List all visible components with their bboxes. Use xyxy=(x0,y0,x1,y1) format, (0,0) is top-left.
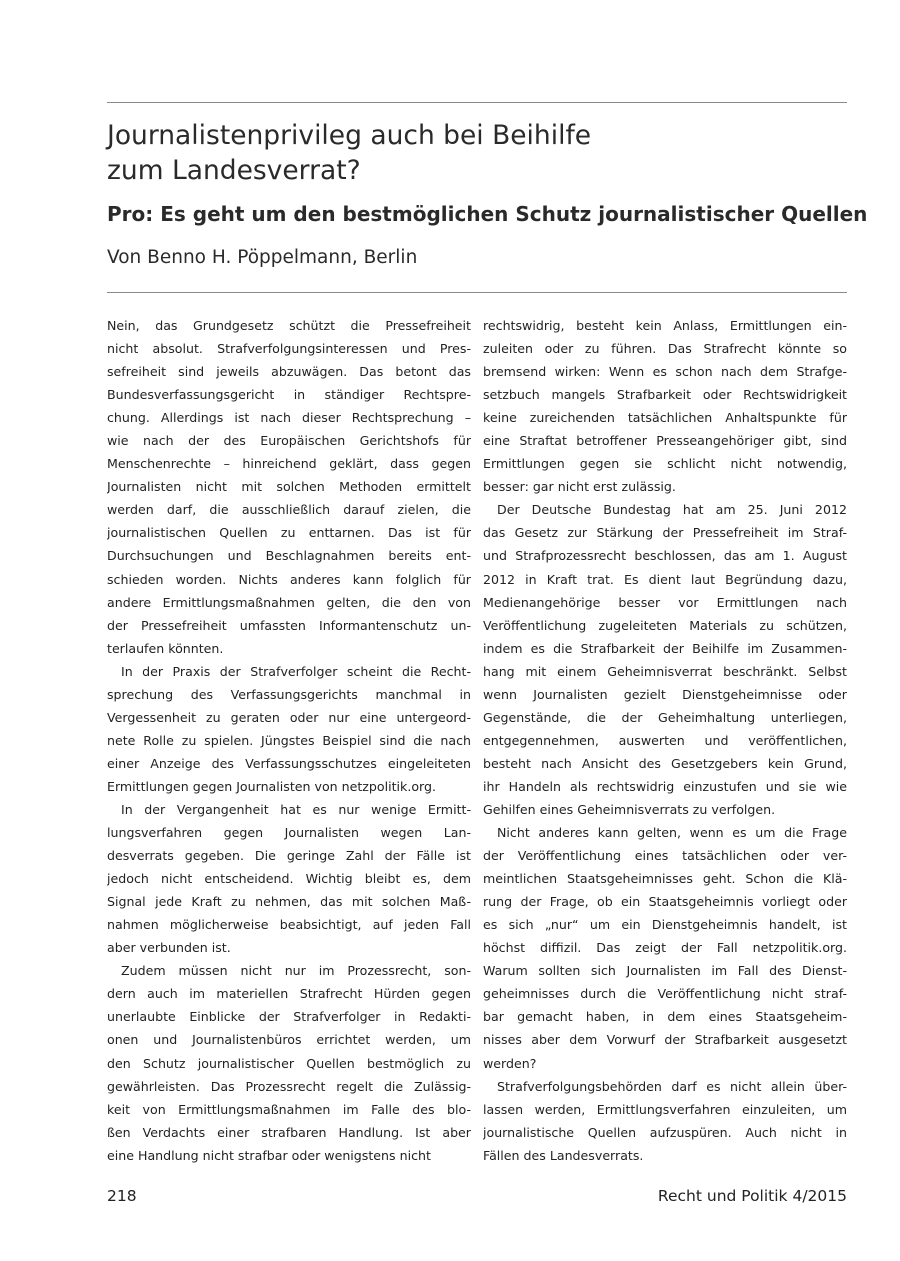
body-text-line: ihr Handeln als rechtswidrig einzustufen und sie wie xyxy=(483,778,847,794)
body-text-line: Fällen des Landesverrats. xyxy=(483,1147,644,1163)
body-text-line: ßen Verdachts einer strafbaren Handlung. Ist aber xyxy=(107,1124,471,1140)
body-text-line: rung der Frage, ob ein Staatsgeheimnis vorliegt oder xyxy=(483,894,847,910)
body-text-line: Signal jede Kraft zu nehmen, das mit solchen Maß- xyxy=(107,894,471,910)
body-text-line: Durchsuchungen und Beschlagnahmen bereits ent- xyxy=(107,548,471,564)
body-text-line: den Schutz journalistischer Quellen bestmöglich zu xyxy=(107,1055,471,1071)
body-text-line: einer Anzeige des Verfassungsschutzes eingeleiteten xyxy=(107,755,471,771)
body-text-line: lungsverfahren gegen Journalisten wegen Lan- xyxy=(107,825,471,841)
page-number: 218 xyxy=(107,1187,137,1205)
body-text-line: bar gemacht haben, in dem eines Staatsgeheim- xyxy=(483,1009,847,1025)
header-divider xyxy=(107,292,847,293)
body-text-line: nisses aber dem Vorwurf der Strafbarkeit ausgesetzt xyxy=(483,1032,847,1048)
body-text-line: journalistische Quellen aufzuspüren. Auch nicht in xyxy=(483,1124,847,1140)
body-text-line: bremsend wirken: Wenn es schon nach dem Strafge- xyxy=(483,364,847,380)
body-text-line: besser: gar nicht erst zulässig. xyxy=(483,479,676,495)
body-text-line: Nein, das Grundgesetz schützt die Pressefreiheit xyxy=(107,318,471,333)
article-subtitle: Pro: Es geht um den bestmöglichen Schutz journalistischer Quellen xyxy=(107,202,868,226)
body-text-line: eine Straftat betroffener Presseangehöriger gibt, sind xyxy=(483,433,847,449)
body-text-line: es sich „nur“ um ein Dienstgeheimnis handelt, ist xyxy=(483,917,847,933)
body-text-line: werden? xyxy=(483,1055,537,1071)
body-text-line: keit von Ermittlungsmaßnahmen im Falle des blo- xyxy=(107,1101,471,1117)
body-text-line: und Strafprozessrecht beschlossen, das am 1. August xyxy=(483,548,847,564)
article-author: Von Benno H. Pöppelmann, Berlin xyxy=(107,247,418,268)
body-text-line: zuleiten oder zu führen. Das Strafrecht könnte so xyxy=(483,341,847,357)
body-text-line: gewährleisten. Das Prozessrecht regelt die Zulässig- xyxy=(107,1078,471,1094)
article-title-line: zum Landesverrat? xyxy=(107,155,361,186)
body-text-line: unerlaubte Einblicke der Strafverfolger in Redakti- xyxy=(107,1009,471,1025)
body-text-line: rechtswidrig, besteht kein Anlass, Ermittlungen ein- xyxy=(483,318,847,333)
body-text-line: dern auch im materiellen Strafrecht Hürden gegen xyxy=(107,986,471,1002)
body-text-line: onen und Journalistenbüros errichtet werden, um xyxy=(107,1032,471,1048)
body-text-line: lassen werden, Ermittlungsverfahren einzuleiten, um xyxy=(483,1101,847,1117)
body-text-line: Strafverfolgungsbehörden darf es nicht allein über- xyxy=(497,1078,847,1094)
body-text-line: chung. Allerdings ist nach dieser Rechtsprechung – xyxy=(107,410,471,426)
body-text-line: In der Praxis der Strafverfolger scheint die Recht- xyxy=(121,663,471,679)
body-text-line: schieden worden. Nichts anderes kann folglich für xyxy=(107,571,471,587)
body-text-line: Bundesverfassungsgericht in ständiger Rechtspre- xyxy=(107,387,471,403)
body-text-line: werden darf, die ausschließlich darauf zielen, die xyxy=(107,502,471,518)
journal-reference: Recht und Politik 4/2015 xyxy=(657,1187,847,1205)
body-text-line: terlaufen könnten. xyxy=(107,640,224,656)
text-column-left xyxy=(107,314,471,1167)
body-text-line: das Gesetz zur Stärkung der Pressefreiheit im Straf- xyxy=(483,525,847,541)
body-text-line: In der Vergangenheit hat es nur wenige Ermitt- xyxy=(121,801,471,817)
body-text-line: Ermittlungen gegen sie schlicht nicht notwendig, xyxy=(483,456,847,472)
body-text-line: nete Rolle zu spielen. Jüngstes Beispiel sind die nach xyxy=(107,732,471,748)
body-text-line: andere Ermittlungsmaßnahmen gelten, die den von xyxy=(107,594,471,610)
body-text-line: Warum sollten sich Journalisten im Fall des Dienst- xyxy=(483,963,847,979)
body-text-line: indem es die Strafbarkeit der Beihilfe im Zusammen- xyxy=(483,640,847,656)
body-text-line: besteht nach Ansicht des Gesetzgebers kein Grund, xyxy=(483,755,847,771)
body-text-line: 2012 in Kraft trat. Es dient laut Begründung dazu, xyxy=(483,571,847,587)
body-text-line: sefreiheit sind jeweils abzuwägen. Das betont das xyxy=(107,364,471,380)
body-text-line: nahmen möglicherweise beabsichtigt, auf jeden Fall xyxy=(107,917,471,933)
body-text-line: sprechung des Verfassungsgerichts manchmal in xyxy=(107,686,471,702)
body-text-line: nicht absolut. Strafverfolgungsinteressen und Pres- xyxy=(107,341,471,357)
body-text-line: Menschenrechte – hinreichend geklärt, dass gegen xyxy=(107,456,471,472)
body-text-line: aber verbunden ist. xyxy=(107,940,231,956)
body-text-line: Gegenstände, die der Geheimhaltung unterliegen, xyxy=(483,709,847,725)
text-column-right xyxy=(483,314,847,1167)
body-text-line: Journalisten nicht mit solchen Methoden ermittelt xyxy=(107,479,471,495)
body-text-line: entgegennehmen, auswerten und veröffentlichen, xyxy=(483,732,847,748)
body-text-line: Nicht anderes kann gelten, wenn es um die Frage xyxy=(497,825,847,841)
body-text-line: Zudem müssen nicht nur im Prozessrecht, son- xyxy=(121,963,471,979)
body-text-line: geheimnisses durch die Veröffentlichung nicht straf- xyxy=(483,986,847,1002)
body-text-line: meintlichen Staatsgeheimnisses geht. Schon die Klä- xyxy=(483,871,847,887)
body-text-line: setzbuch mangels Strafbarkeit oder Rechtswidrigkeit xyxy=(483,387,847,403)
body-text-line: Ermittlungen gegen Journalisten von netzpolitik.org. xyxy=(107,778,437,794)
body-text-line: wenn Journalisten gezielt Dienstgeheimnisse oder xyxy=(483,686,847,702)
body-text-line: jedoch nicht entscheidend. Wichtig bleibt es, dem xyxy=(107,871,471,887)
body-text-line: Gehilfen eines Geheimnisverrats zu verfolgen. xyxy=(483,801,776,817)
top-divider xyxy=(107,102,847,103)
body-text-line: desverrats gegeben. Die geringe Zahl der Fälle ist xyxy=(107,848,471,864)
body-text-line: Vergessenheit zu geraten oder nur eine untergeord- xyxy=(107,709,471,725)
body-text-line: der Pressefreiheit umfassten Informantenschutz un- xyxy=(107,617,471,633)
body-text-line: Der Deutsche Bundestag hat am 25. Juni 2012 xyxy=(497,502,847,518)
body-text-line: höchst diffizil. Das zeigt der Fall netzpolitik.org. xyxy=(483,940,847,956)
body-text-line: eine Handlung nicht strafbar oder wenigstens nicht xyxy=(107,1147,431,1163)
body-text-line: Veröffentlichung zugeleiteten Materials zu schützen, xyxy=(483,617,847,633)
body-text-line: journalistischen Quellen zu enttarnen. Das ist für xyxy=(107,525,471,541)
article-title-line: Journalistenprivileg auch bei Beihilfe xyxy=(107,120,592,151)
body-text-line: wie nach der des Europäischen Gerichtshofs für xyxy=(107,433,471,449)
body-text-line: Medienangehörige besser vor Ermittlungen nach xyxy=(483,594,847,610)
body-text-line: hang mit einem Geheimnisverrat beschränkt. Selbst xyxy=(483,663,847,679)
body-text-line: keine zureichenden tatsächlichen Anhaltspunkte für xyxy=(483,410,847,426)
article-title xyxy=(107,118,847,188)
body-text-line: der Veröffentlichung eines tatsächlichen oder ver- xyxy=(483,848,847,864)
